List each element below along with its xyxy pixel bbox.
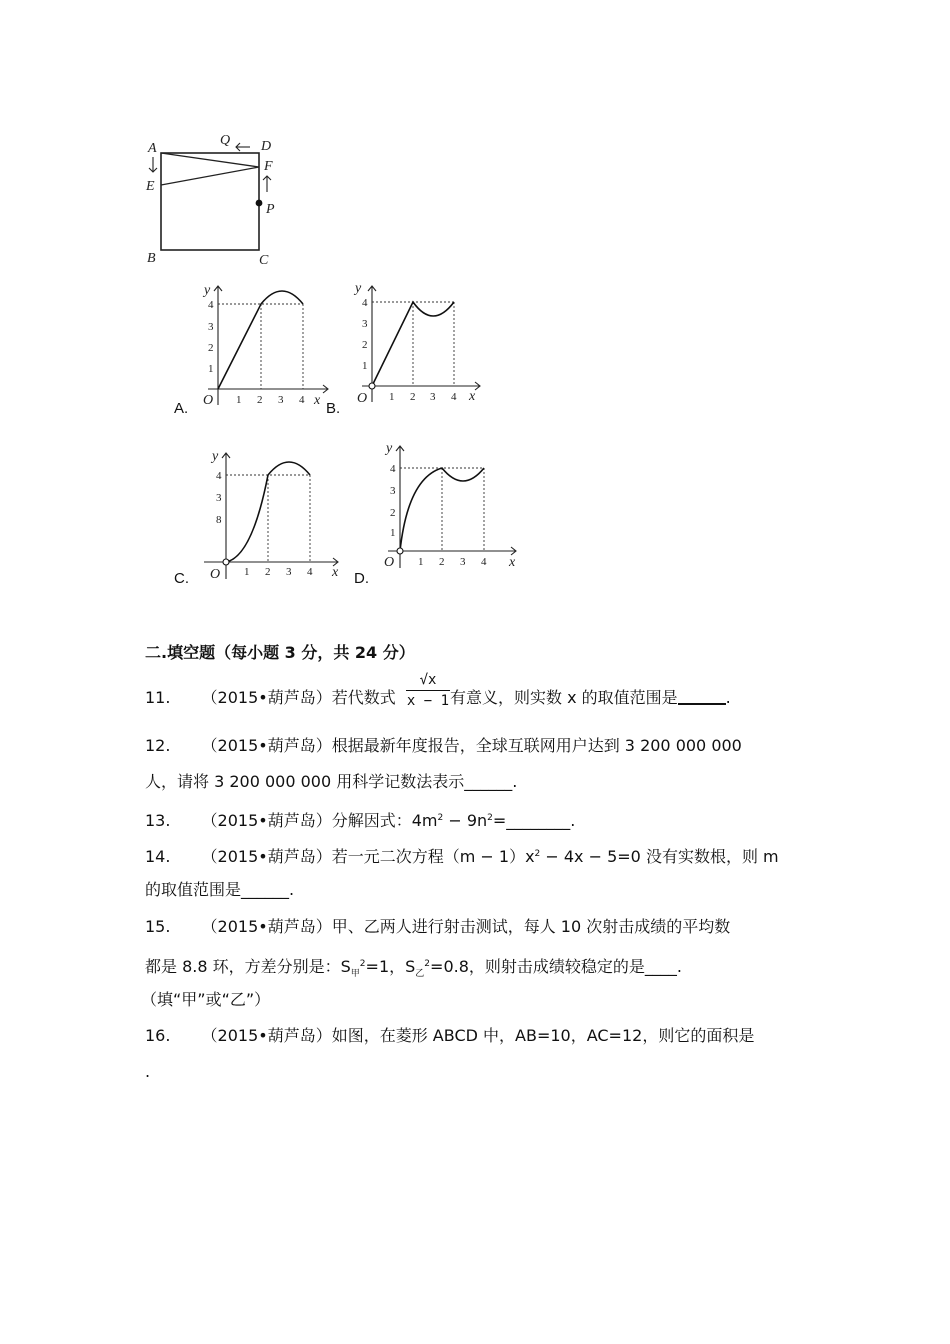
q13-source: （2015•葫芦岛） (201, 811, 332, 830)
label-q: Q (220, 133, 231, 148)
svg-text:3: 3 (460, 556, 466, 568)
svg-text:1: 1 (362, 360, 368, 372)
label-p: P (266, 202, 275, 217)
option-c-label: C. (174, 570, 189, 587)
svg-text:4: 4 (208, 299, 214, 311)
q11-text-a: 若代数式 (331, 688, 396, 707)
option-c-graph (200, 445, 345, 585)
q11-numerator: √x (406, 672, 450, 691)
svg-text:1: 1 (390, 527, 396, 539)
svg-text:3: 3 (390, 485, 396, 497)
svg-text:x: x (469, 389, 476, 404)
option-d-graph (382, 438, 522, 578)
segment-af (161, 153, 259, 167)
svg-text:2: 2 (257, 394, 263, 406)
square-abcd (161, 153, 259, 250)
svg-text:y: y (212, 449, 219, 464)
q11-number: 11. (145, 688, 171, 707)
q11-text-b: 有意义，则实数 x 的取值范围是 (450, 688, 678, 707)
q11-denominator: x − 1 (406, 693, 450, 709)
svg-text:2: 2 (362, 339, 368, 351)
q16-source: （2015•葫芦岛） (201, 1026, 332, 1045)
question-13: 13. （2015•葫芦岛）分解因式：$4m^2$ − $9n^2=\_\_\_\_\_\_\_\_$. (145, 811, 576, 830)
label-b: B (147, 251, 156, 266)
q15-line3: （填“甲”或“乙”） (141, 990, 271, 1009)
svg-text:4: 4 (362, 297, 368, 309)
q16-number: 16. (145, 1026, 171, 1045)
q13-number: 13. (145, 811, 171, 830)
segment-ef (161, 167, 259, 185)
svg-text:2: 2 (390, 507, 396, 519)
svg-text:4: 4 (390, 463, 396, 475)
point-p (256, 200, 263, 207)
svg-text:y: y (386, 441, 393, 456)
question-15: 15. （2015•葫芦岛）甲、乙两人进行射击测试，每人 10 次射击成绩的平均数 (145, 917, 731, 936)
q14-source: （2015•葫芦岛） (201, 847, 332, 866)
svg-text:3: 3 (278, 394, 284, 406)
svg-text:1: 1 (389, 391, 395, 403)
svg-text:O: O (384, 555, 395, 570)
square-figure (138, 128, 288, 270)
svg-text:3: 3 (362, 318, 368, 330)
q11-source: （2015•葫芦岛） (201, 688, 332, 707)
q11-fraction (406, 672, 450, 709)
svg-text:1: 1 (244, 566, 250, 578)
svg-text:4: 4 (307, 566, 313, 578)
q14-line2: 的取值范围是______. (145, 880, 295, 899)
svg-text:3: 3 (208, 321, 214, 333)
q14-number: 14. (145, 847, 171, 866)
svg-text:y: y (355, 281, 362, 296)
svg-text:O: O (357, 391, 368, 406)
q15-number: 15. (145, 917, 171, 936)
svg-text:1: 1 (236, 394, 242, 406)
option-b-label: B. (326, 400, 341, 417)
label-f: F (264, 159, 273, 174)
q16-line2: . (145, 1062, 151, 1081)
label-a: A (148, 141, 157, 156)
svg-text:3: 3 (430, 391, 436, 403)
option-d-label: D. (354, 570, 369, 587)
question-11 (145, 688, 396, 708)
q12-number: 12. (145, 736, 171, 755)
label-d: D (261, 139, 272, 154)
option-b-graph (352, 278, 487, 408)
svg-text:8: 8 (216, 514, 222, 526)
option-a-label: A. (174, 400, 189, 417)
svg-text:1: 1 (208, 363, 214, 375)
svg-text:O: O (203, 393, 214, 408)
question-12 (145, 736, 742, 756)
section-title: 二.填空题（每小题 3 分，共 24 分） (145, 643, 415, 662)
q11-answer-blank[interactable] (678, 689, 726, 705)
svg-text:O: O (210, 567, 221, 582)
svg-text:2: 2 (410, 391, 416, 403)
svg-text:2: 2 (208, 342, 214, 354)
svg-text:x: x (314, 393, 321, 408)
svg-text:4: 4 (299, 394, 305, 406)
svg-text:x: x (509, 555, 516, 570)
svg-text:1: 1 (418, 556, 424, 568)
q11-end: . (725, 688, 731, 707)
svg-text:y: y (204, 283, 211, 298)
svg-text:4: 4 (451, 391, 457, 403)
question-14: 14. （2015•葫芦岛）若一元二次方程$(m - 1)x^2 - 4x - 5=0$ 没有实数根，则 m (145, 847, 779, 866)
option-a-graph (198, 280, 333, 410)
curve-a (218, 291, 303, 389)
q12-source: （2015•葫芦岛） (201, 736, 332, 755)
svg-text:4: 4 (216, 470, 222, 482)
label-e: E (146, 179, 155, 194)
svg-text:3: 3 (216, 492, 222, 504)
svg-text:3: 3 (286, 566, 292, 578)
q15-source: （2015•葫芦岛） (201, 917, 332, 936)
q15-line2: 都是 8.8 环，方差分别是：$S_甲^2=1$，$S_乙^2=0.8$，则射击成绩较稳定的是____. (145, 957, 682, 980)
svg-text:4: 4 (481, 556, 487, 568)
q12-line2: 人，请将 3 200 000 000 用科学记数法表示______. (145, 772, 518, 791)
svg-text:2: 2 (265, 566, 271, 578)
question-16: 16. （2015•葫芦岛）如图，在菱形 ABCD 中，AB=10，AC=12，则它的面积是 (145, 1026, 755, 1045)
svg-text:2: 2 (439, 556, 445, 568)
label-c: C (259, 253, 269, 268)
svg-text:x: x (332, 565, 339, 580)
q12-text: 根据最新年度报告，全球互联网用户达到 3 200 000 000 (331, 736, 742, 755)
